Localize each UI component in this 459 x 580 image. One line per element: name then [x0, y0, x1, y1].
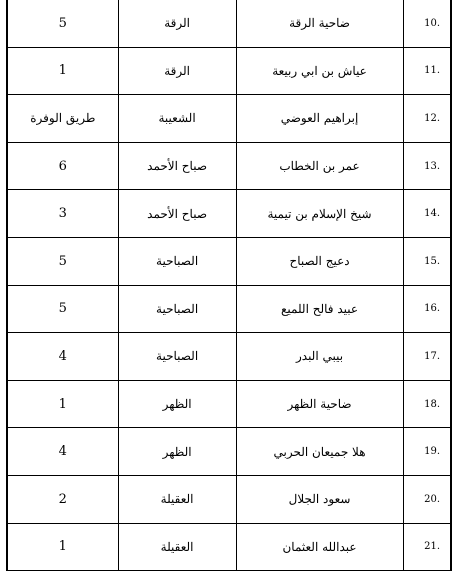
area-name: صباح الأحمد [118, 142, 236, 190]
row-number: .17 [403, 333, 451, 381]
school-name: بيبي البدر [236, 333, 403, 381]
table-row [7, 0, 451, 47]
school-name: عبيد فالح اللميع [236, 285, 403, 333]
school-name: عبدالله العثمان [236, 523, 403, 571]
school-name: ضاحية الظهر [236, 380, 403, 428]
area-name: العقيلة [118, 523, 236, 571]
school-name: شيخ الإسلام بن تيمية [236, 190, 403, 238]
table-row [7, 428, 451, 476]
school-name: ضاحية الرقة [236, 0, 403, 47]
row-number: .18 [403, 380, 451, 428]
row-number: .13 [403, 142, 451, 190]
table-row [7, 380, 451, 428]
count-value: 5 [7, 285, 118, 333]
area-name: الرقة [118, 47, 236, 95]
row-number: .14 [403, 190, 451, 238]
count-value: طريق الوفرة [7, 95, 118, 143]
school-name: هلا جميعان الحربي [236, 428, 403, 476]
row-number: .19 [403, 428, 451, 476]
count-value: 6 [7, 142, 118, 190]
table-row [7, 333, 451, 381]
school-name: عياش بن ابي ربيعة [236, 47, 403, 95]
area-name: الظهر [118, 428, 236, 476]
count-value: 5 [7, 0, 118, 47]
count-value: 5 [7, 237, 118, 285]
table-row [7, 285, 451, 333]
count-value: 2 [7, 475, 118, 523]
count-value: 1 [7, 523, 118, 571]
table-row [7, 475, 451, 523]
area-name: الرقة [118, 0, 236, 47]
area-name: الشعيبة [118, 95, 236, 143]
row-number: .12 [403, 95, 451, 143]
area-name: صباح الأحمد [118, 190, 236, 238]
table-row [7, 95, 451, 143]
row-number: .10 [403, 0, 451, 47]
area-name: الصباحية [118, 333, 236, 381]
row-number: .20 [403, 475, 451, 523]
area-name: الصباحية [118, 285, 236, 333]
row-number: .21 [403, 523, 451, 571]
table-row [7, 523, 451, 571]
table-row [7, 142, 451, 190]
row-number: .15 [403, 237, 451, 285]
count-value: 1 [7, 47, 118, 95]
area-name: الصباحية [118, 237, 236, 285]
table-row [7, 237, 451, 285]
table-row [7, 190, 451, 238]
area-name: العقيلة [118, 475, 236, 523]
count-value: 3 [7, 190, 118, 238]
school-name: دعيج الصباح [236, 237, 403, 285]
count-value: 4 [7, 333, 118, 381]
count-value: 1 [7, 380, 118, 428]
count-value: 4 [7, 428, 118, 476]
row-number: .16 [403, 285, 451, 333]
school-name: إبراهيم العوضي [236, 95, 403, 143]
row-number: .11 [403, 47, 451, 95]
school-name: عمر بن الخطاب [236, 142, 403, 190]
table-row [7, 47, 451, 95]
school-name: سعود الجلال [236, 475, 403, 523]
schools-table [6, 0, 452, 571]
area-name: الظهر [118, 380, 236, 428]
